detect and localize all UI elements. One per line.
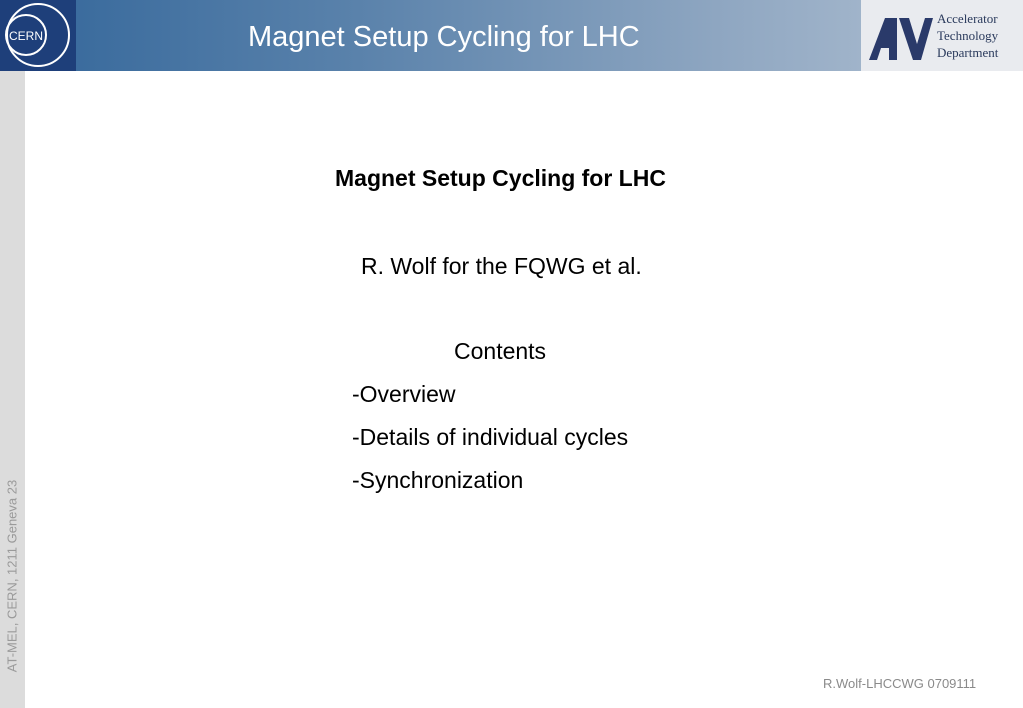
- at-department-text: [937, 10, 998, 61]
- author-line: R. Wolf for the FQWG et al.: [361, 253, 642, 279]
- footer-text: R.Wolf-LHCCWG 0709111: [823, 676, 977, 691]
- slide-header: [0, 0, 1023, 71]
- slide-title: Magnet Setup Cycling for LHC: [335, 165, 666, 191]
- sidebar-address-text: AT-MEL, CERN, 1211 Geneva 23: [4, 479, 20, 673]
- at-department-logo: [861, 0, 1023, 71]
- header-title: Magnet Setup Cycling for LHC: [248, 21, 640, 53]
- cern-logo-text: CERN: [8, 29, 44, 43]
- logo-line-accelerator: Accelerator: [937, 11, 998, 26]
- contents-heading: Contents: [454, 338, 547, 364]
- contents-item-overview: -Overview: [352, 381, 456, 407]
- logo-line-technology: Technology: [937, 28, 999, 43]
- contents-item-synchronization: -Synchronization: [352, 467, 524, 493]
- cern-logo: [0, 0, 76, 71]
- logo-line-department: Department: [937, 45, 999, 60]
- contents-item-details: -Details of individual cycles: [352, 424, 629, 450]
